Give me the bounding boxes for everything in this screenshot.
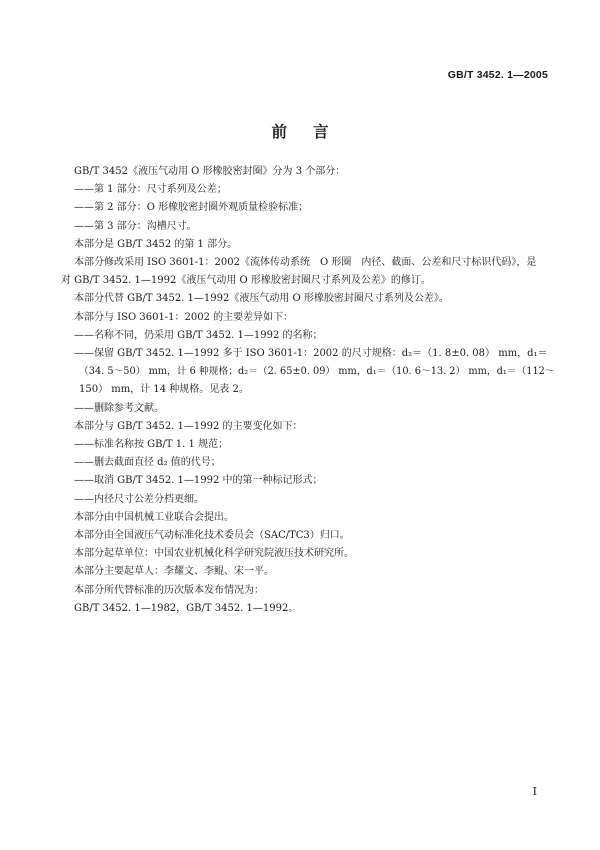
list-item: ——第 1 部分：尺寸系列及公差； — [74, 184, 227, 196]
paragraph: 本部分所代替标准的历次版本发布情况为： — [74, 584, 264, 596]
list-item: ——删去截面直径 d₂ 值的代号； — [74, 457, 221, 469]
paragraph-continuation: 对 GB/T 3452. 1—1992《液压气动用 O 形橡胶密封圈尺寸系列及公差》的修订。 — [61, 275, 431, 287]
list-item: ——删除参考文献。 — [74, 402, 164, 414]
foreword-body — [61, 163, 558, 618]
list-item: ——取消 GB/T 3452. 1—1992 中的第一种标记形式； — [74, 475, 323, 487]
paragraph: 本部分由中国机械工业联合会提出。 — [74, 511, 234, 523]
paragraph: 本部分主要起草人：李耀文、李鲲、宋一平。 — [74, 566, 274, 578]
list-item-continuation: （34. 5～50） mm，计 6 种规格；d₂＝（2. 65±0. 09） mm，d₁＝（10. 6～13. 2） mm，d₁＝（112～ — [79, 366, 555, 378]
list-item: ——内径尺寸公差分档更细。 — [74, 493, 204, 505]
paragraph: 本部分是 GB/T 3452 的第 1 部分。 — [74, 238, 238, 250]
list-item: ——第 2 部分：O 形橡胶密封圈外观质量检验标准； — [74, 202, 309, 214]
paragraph: 本部分修改采用 ISO 3601-1：2002《流体传动系统 O 形圈 内径、截面、公差和尺寸标识代码》，是 — [74, 257, 537, 269]
paragraph: 本部分起草单位：中国农业机械化科学研究院液压技术研究所。 — [74, 548, 354, 560]
list-item-continuation: 150） mm，计 14 种规格。见表 2。 — [79, 384, 249, 396]
list-item: ——名称不同，仍采用 GB/T 3452. 1—1992 的名称； — [74, 329, 323, 341]
paragraph: GB/T 3452《液压气动用 O 形橡胶密封圈》分为 3 个部分： — [74, 166, 346, 177]
paragraph: 本部分代替 GB/T 3452. 1—1992《液压气动用 O 形橡胶密封圈尺寸系列及公差》。 — [74, 293, 449, 305]
page-title: 前言 — [271, 122, 355, 141]
paragraph: 本部分由全国液压气动标准化技术委员会（SAC/TC3）归口。 — [74, 530, 350, 542]
paragraph: 本部分与 ISO 3601-1：2002 的主要差异如下： — [74, 311, 294, 323]
list-item: ——第 3 部分：沟槽尺寸。 — [74, 220, 197, 232]
paragraph: GB/T 3452. 1—1982，GB/T 3452. 1—1992。 — [74, 602, 299, 614]
list-item: ——标准名称按 GB/T 1. 1 规范； — [74, 439, 228, 451]
list-item: ——保留 GB/T 3452. 1—1992 多于 ISO 3601-1：2002 的尺寸规格：d₂＝（1. 8±0. 08） mm，d₁＝ — [74, 348, 548, 360]
standard-code: GB/T 3452. 1—2005 — [447, 69, 548, 81]
paragraph: 本部分与 GB/T 3452. 1—1992 的主要变化如下： — [74, 420, 303, 432]
page-number: I — [532, 785, 537, 798]
